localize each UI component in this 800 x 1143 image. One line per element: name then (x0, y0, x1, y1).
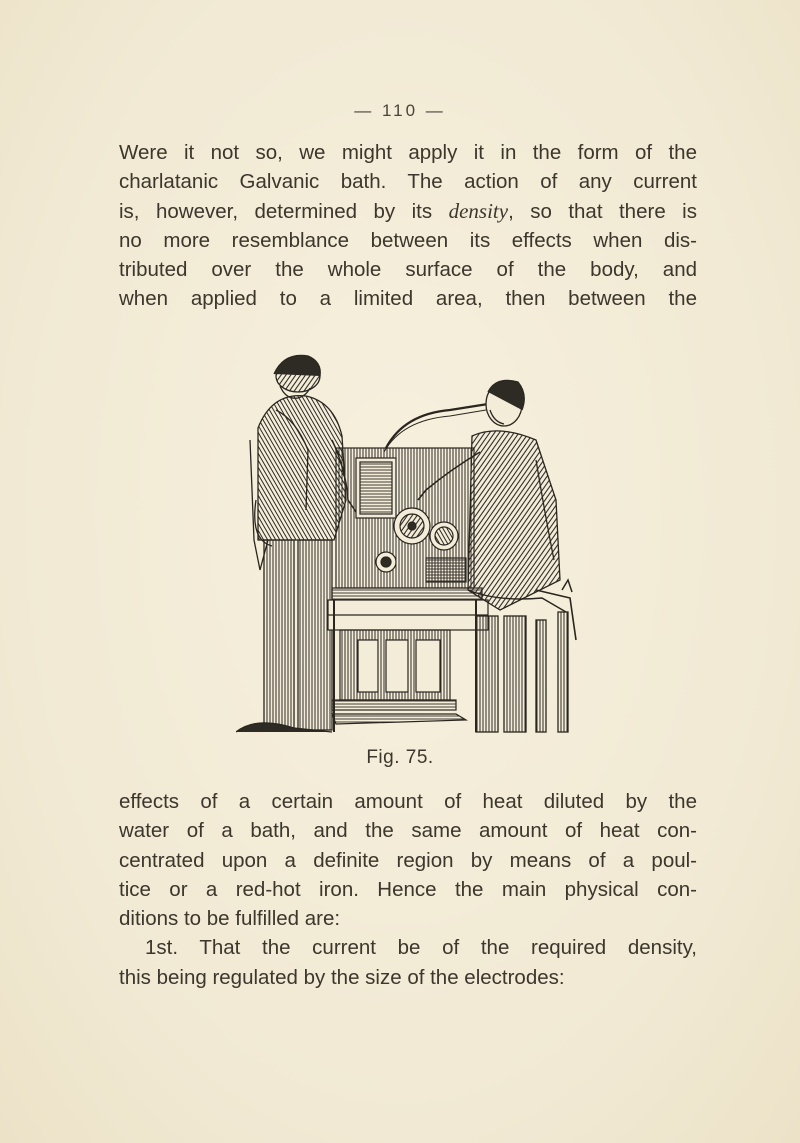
engraving-illustration (236, 340, 582, 742)
text-line: when applied to a limited area, then between the (119, 287, 697, 311)
page-number: — 110 — (354, 101, 446, 120)
text-line: 1st. That the current be of the required density, (145, 936, 697, 960)
text-line: Were it not so, we might apply it in the form of the (119, 141, 697, 164)
text-line: ditions to be fulfilled are: (119, 907, 341, 931)
paragraph-bottom (119, 787, 697, 992)
text-line: effects of a certain amount of heat diluted by the (119, 790, 697, 813)
text-line: tice or a red-hot iron. Hence the main physical con- (119, 877, 697, 901)
apparatus-cabinet (328, 448, 488, 732)
text-line: tributed over the whole surface of the body, and (119, 258, 697, 282)
text-line: this being regulated by the size of the electrodes: (119, 965, 565, 989)
italic-word: density (448, 198, 509, 223)
text-line: water of a bath, and the same amount of heat con- (119, 819, 697, 843)
figure-caption: Fig. 75. (366, 747, 434, 768)
text-line: charlatanic Galvanic bath. The action of any current (119, 170, 697, 194)
text-line: centrated upon a definite region by means of a poul- (119, 848, 697, 872)
text-line: no more resemblance between its effects when dis- (119, 228, 697, 252)
paragraph-top (119, 138, 697, 314)
text-line: is, however, determined by its density, so that there is (119, 198, 697, 223)
